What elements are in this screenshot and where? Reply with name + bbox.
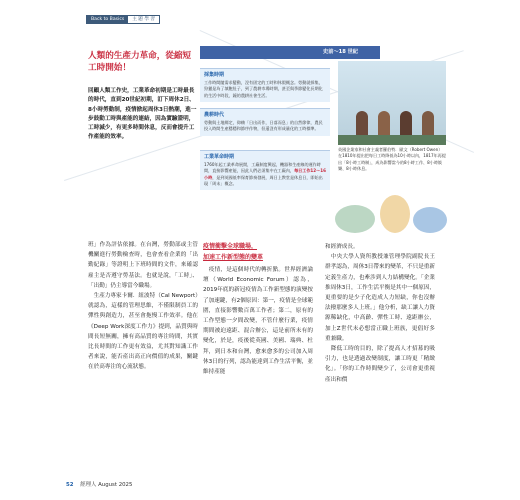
illustration bbox=[325, 185, 455, 245]
timeline-item-title: 採集時期 bbox=[204, 72, 225, 78]
worker-figure bbox=[356, 111, 368, 137]
section-tag bbox=[86, 15, 160, 24]
lead-paragraph: 回顧人類工作史，工業革命初期是工時最長的時代，直到20世紀初期，訂下周休2日、8小時勞動制，疫情掀起周休3日熱潮，進一步鼓動工時與產能的連結，因為實驗證明，工時減少，有更多時間休息，反而會提升工作產能的效率。 bbox=[88, 88, 197, 141]
worker-figure bbox=[400, 111, 412, 137]
page-number: 52 bbox=[66, 482, 74, 488]
body-column-3: 和經濟成長。 中央大學人資所教授兼管理學院副院長王群孝認為，周休3日帶來的變革，不只是重新定義生產力，也牽涉到人力結構變化。「企業推周休3日，工作生活平衡是其中一個原因，更重要的是少子化造成人力短缺，你也沒辦法撥那麼多人上班。」他分析，缺工讓人力資源稀缺化，中高齡、彈性工時、遠距辦公，加上Z世代未必想當正職上班族，更倡好多重兼職。 降低工時的目的，除了提高人才招募的吸引力，也是透過改變制度，讓工時更「精緻化」。「你的工作時間變少了，公司會更重視產出和價 bbox=[325, 244, 435, 383]
timeline-item-industrial bbox=[200, 150, 330, 190]
timeline-item-gathering bbox=[200, 68, 330, 102]
illustration-shape bbox=[380, 195, 410, 233]
timeline-header: 史前～18 世紀 bbox=[200, 46, 380, 59]
timeline-item-title: 工業革命時期 bbox=[204, 154, 235, 160]
section-tag-right: 主 題 學 習 bbox=[128, 16, 159, 23]
illustration-shape bbox=[335, 205, 375, 233]
timeline-highlight: 每日工作12～16小時 bbox=[204, 168, 326, 180]
timeline-item-text bbox=[204, 162, 326, 187]
photo-floor bbox=[338, 135, 446, 145]
section-subheading bbox=[203, 241, 311, 263]
worker-figure bbox=[422, 111, 434, 137]
photo-caption: 英國企業家和社會主義者羅伯特．歐文（Robert Owen）在1810年提出把每日工時降低為10小時以內，1817年再提出「8小時工時制」，成為影響當今的8小時工作、8小時娛樂、8小時休息。 bbox=[338, 147, 446, 171]
timeline-item-text: 工作時間隨需求變動，沒有固定的工時和休假概念。勞動就採集，狩獵是為了填飽肚子，到了農耕市場時期，甚至與季節變化長期化的生活中時段，鐘的農耕社會生活。 bbox=[204, 80, 323, 98]
timeline-item-title: 農耕時代 bbox=[204, 112, 225, 118]
timeline-text-main: 1760年起工業革命展開，工廠制度興起，機器和生產線的運作時間，直接影響產能，因此人們必須集中在工廠內， bbox=[204, 162, 321, 174]
timeline-item-farming bbox=[200, 108, 330, 136]
body-column-2: 疫情，是這個時代的轉折點。世界經濟論壇（World Economic Forum）認為，2019年底的新冠疫情為工作新型態的演變按了加速鍵，有2個原因：第一，疫情是全球範圍，直接影響數百萬工作者；第二，原有的工作型態一夕間改變，不管什麼行業，疫情期間被迫遠距、混合辦公，這是前所未有的變化，於是，疫後從英國、美國、瑞典、杜拜，到日本和台灣，愈來愈多的公司加入周休3日的行列，認為能達到工作生活平衡，並維持產能 bbox=[203, 267, 313, 376]
subheading-line: 加速工作新型態的變革 bbox=[203, 254, 264, 261]
factory-photo bbox=[338, 61, 446, 145]
body-column-1: 班」作為評估依據。在台灣，勞動部或主管機關進行勞動檢查時，也會查看企業的「出勤紀錄」等證明上下班時間的文件，來確認雇主是否遵守勞基法。也就是說，「工時」、「出勤」仍主導當今職場。 生產力專家卡爾．紐波特（Cal Newport）就認為，這樣的管理思維，不僅限制員工的彈性與創造力，甚至會拖慢工作效率。他在《Deep Work深度工作力》提到，品質與時間長短無關，擁有高品質的專注時間，其實比長時間的工作更有效益，尤其對知識工作者來說，能否產出高正向價值的成果，關鍵在於高專注的心流狀態。 bbox=[88, 242, 198, 371]
page-headline: 人類的生產力革命，從縮短工時開始！ bbox=[88, 51, 192, 73]
worker-figure bbox=[378, 111, 390, 137]
subheading-line: 疫情衝擊全球職場， bbox=[203, 243, 258, 250]
footer-text: 經理人 August 2025 bbox=[80, 482, 133, 488]
illustration-shape bbox=[413, 207, 447, 233]
timeline-item-text: 勞動與土地綁定，仰賴「日出而作，日落而息」的自然節律，農民投入時間生產穩穩和節序作物，但還沒有形成量化的工時標準。 bbox=[204, 120, 323, 132]
section-tag-left: Back to Basics bbox=[87, 16, 128, 23]
timeline-text-tail: ，是到英國低率保育節奏發展，周日上教堂是休息日，即始出現「周末」概念。 bbox=[204, 174, 323, 186]
page-footer bbox=[66, 480, 132, 488]
